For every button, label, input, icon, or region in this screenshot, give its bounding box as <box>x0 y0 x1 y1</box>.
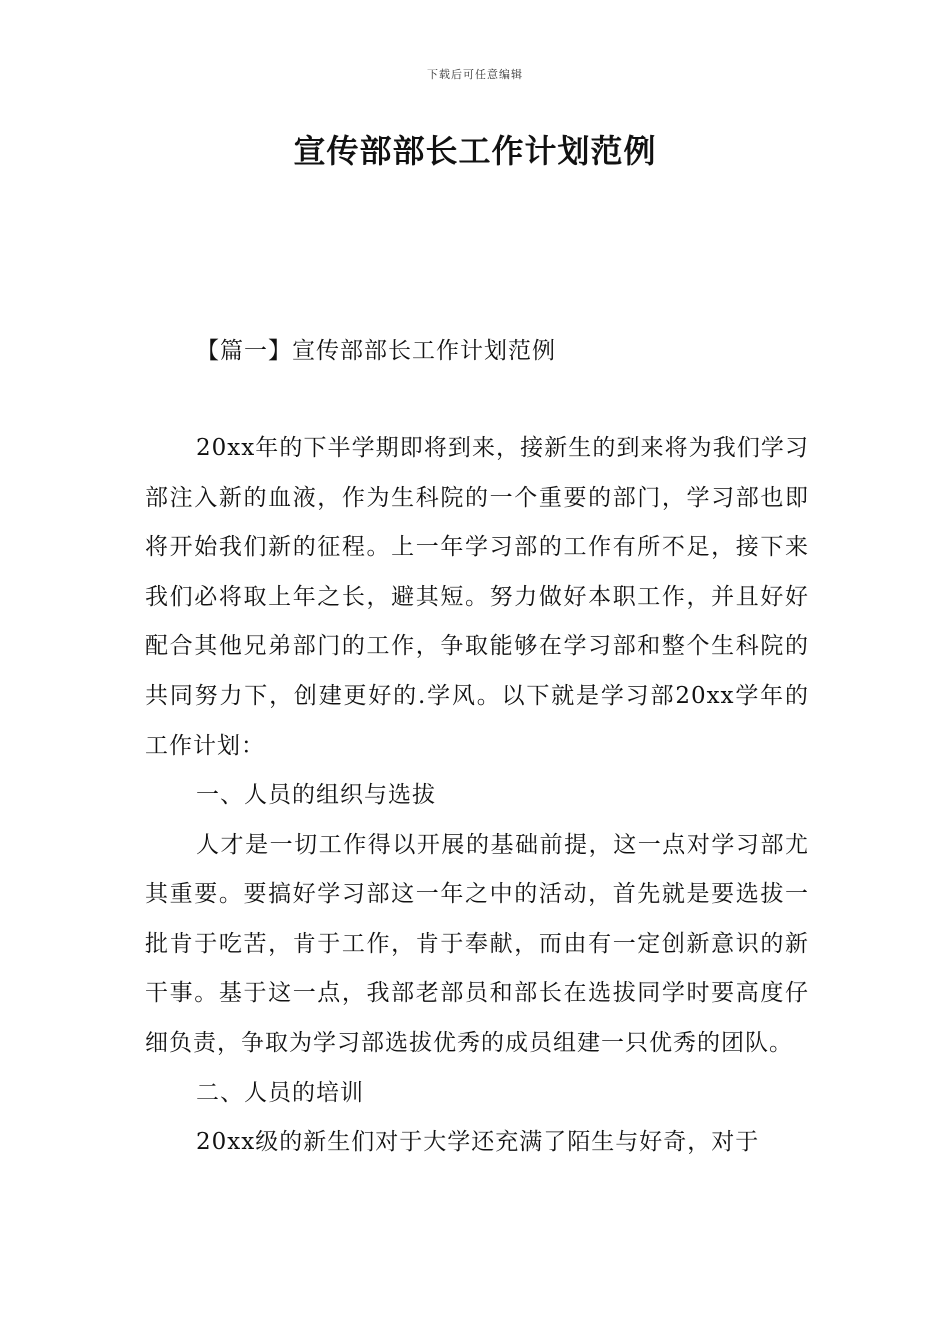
paragraph-subheading-2: 二、人员的培训 <box>196 1079 364 1106</box>
document-title: 宣传部部长工作计划范例 <box>293 132 657 170</box>
paragraph-subheading-1: 一、人员的组织与选拔 <box>196 782 436 808</box>
paragraph-intro: 20xx年的下半学期即将到来，接新生的到来将为我们学习部注入新的血液，作为生科院的一个重要的部门，学习部也即将开始我们新的征程。上一年学习部的工作有所不足，接下来我们必将取上年之长，避其短。努力做好本职工作，并且好好配合其他兄弟部门的工作，争取能够在学习部和整个生科院的共同努力下，创建更好的.学风。以下就是学习部20xx学年的工作计划： <box>145 435 809 759</box>
paragraph-training: 20xx级的新生们对于大学还充满了陌生与好奇，对于 <box>196 1129 760 1156</box>
header-note: 下载后可任意编辑 <box>427 68 523 81</box>
body-text-block <box>145 424 809 771</box>
section-heading: 【篇一】宣传部部长工作计划范例 <box>196 338 556 364</box>
body-text-block <box>145 771 809 1168</box>
paragraph-talent: 人才是一切工作得以开展的基础前提，这一点对学习部尤其重要。要搞好学习部这一年之中的活动，首先就是要选拔一批肯于吃苦，肯于工作，肯于奉献，而由有一定创新意识的新干事。基于这一点，我部老部员和部长在选拔同学时要高度仔细负责，争取为学习部选拔优秀的成员组建一只优秀的团队。 <box>145 831 809 1056</box>
